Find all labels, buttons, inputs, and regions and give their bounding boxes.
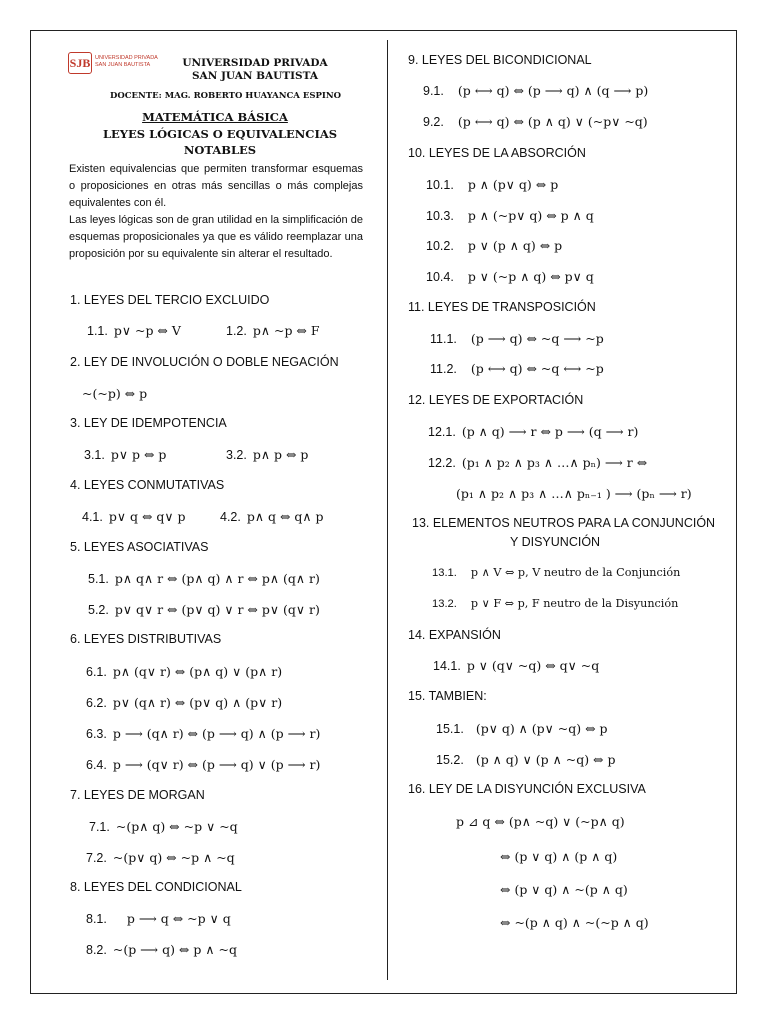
- law-number: 10.1.: [426, 178, 454, 192]
- section-11-heading: 11. LEYES DE TRANSPOSICIÓN: [408, 300, 596, 314]
- section-16-heading: 16. LEY DE LA DISYUNCIÓN EXCLUSIVA: [408, 782, 646, 796]
- law-12-1: [428, 424, 638, 439]
- law-number: 3.1.: [84, 448, 105, 462]
- law-number: 1.1.: [87, 324, 108, 338]
- law-formula: (p₁ ∧ p₂ ∧ p₃ ∧ …∧ pₙ) ⟶ r ⇔: [461, 455, 648, 470]
- law-number: 10.3.: [426, 209, 454, 223]
- university-logo: [68, 52, 92, 74]
- law-number: 3.2.: [226, 448, 247, 462]
- course-title: MATEMÁTICA BÁSICA: [142, 110, 288, 124]
- law-formula: (p ∧ q) ⟶ r ⇔ p ⟶ (q ⟶ r): [461, 424, 639, 439]
- law-number: 15.2.: [436, 753, 464, 767]
- law-number: 4.2.: [220, 510, 241, 524]
- section-3-heading: 3. LEY DE IDEMPOTENCIA: [70, 416, 227, 430]
- law-formula: p ∧ V ⇔ p, V neutro de la Conjunción: [470, 566, 681, 579]
- law-formula: p ⊿ q ⇔ (p∧ ~q) ∨ (~p∧ q): [456, 814, 625, 829]
- page-title-line1: LEYES LÓGICAS O EQUIVALENCIAS: [102, 127, 338, 141]
- law-number: 5.2.: [88, 603, 109, 617]
- law-6-2: [86, 695, 282, 710]
- law-16-4: [500, 915, 649, 930]
- law-formula: p ∧ (~p∨ q) ⇔ p ∧ q: [467, 208, 594, 223]
- law-10-2: [426, 238, 562, 253]
- law-formula: p∧ ~p ⇔ F: [252, 323, 320, 338]
- law-formula: p∨ q ⇔ q∨ p: [108, 509, 186, 524]
- law-9-1: [423, 83, 648, 98]
- section-1-heading: 1. LEYES DEL TERCIO EXCLUIDO: [70, 293, 270, 307]
- law-10-4: [426, 269, 594, 284]
- law-number: 13.1.: [432, 567, 457, 579]
- section-5-heading: 5. LEYES ASOCIATIVAS: [70, 540, 209, 554]
- law-number: 5.1.: [88, 572, 109, 586]
- law-3-1: [84, 447, 166, 462]
- law-1-1: [87, 323, 181, 338]
- law-formula: p∨ ~p ⇔ V: [113, 323, 181, 338]
- law-formula: p∨ q∨ r ⇔ (p∨ q) ∨ r ⇔ p∨ (q∨ r): [114, 602, 320, 617]
- law-formula: (p ⟷ q) ⇔ (p ⟶ q) ∧ (q ⟶ p): [457, 83, 649, 98]
- law-formula: ⇔ (p ∨ q) ∧ (p ∧ q): [500, 849, 618, 864]
- law-formula: (p ⟷ q) ⇔ (p ∧ q) ∨ (~p∨ ~q): [457, 114, 648, 129]
- logo-caption-line1: UNIVERSIDAD PRIVADA: [95, 55, 158, 61]
- section-8-heading: 8. LEYES DEL CONDICIONAL: [70, 880, 242, 894]
- law-number: 14.1.: [433, 659, 461, 673]
- law-6-3: [86, 726, 320, 741]
- section-7-heading: 7. LEYES DE MORGAN: [70, 788, 205, 802]
- law-12-2: [428, 455, 647, 470]
- university-name-1: UNIVERSIDAD PRIVADA: [182, 57, 328, 69]
- law-formula: ⇔ (p ∨ q) ∧ ~(p ∧ q): [500, 882, 628, 897]
- section-9-heading: 9. LEYES DEL BICONDICIONAL: [408, 53, 592, 67]
- law-formula: p∨ (q∧ r) ⇔ (p∨ q) ∧ (p∨ r): [112, 695, 283, 710]
- law-formula: ⇔ ~(p ∧ q) ∧ ~(~p ∧ q): [500, 915, 649, 930]
- law-11-2: [430, 361, 604, 376]
- law-5-2: [88, 602, 320, 617]
- law-number: 6.1.: [86, 665, 107, 679]
- logo-caption-line2: SAN JUAN BAUTISTA: [95, 62, 151, 68]
- law-formula: (p₁ ∧ p₂ ∧ p₃ ∧ …∧ pₙ₋₁ ) ⟶ (pₙ ⟶ r): [456, 486, 692, 501]
- law-formula: (p ∧ q) ∨ (p ∧ ~q) ⇔ p: [475, 752, 616, 767]
- law-15-2: [436, 752, 616, 767]
- law-number: 9.1.: [423, 84, 444, 98]
- law-13-2: [432, 597, 678, 610]
- logo-mark: SJB: [69, 55, 91, 70]
- law-16-1: [456, 814, 625, 829]
- law-9-2: [423, 114, 648, 129]
- law-formula: p ∨ (p ∧ q) ⇔ p: [467, 238, 563, 253]
- law-6-1: [86, 664, 282, 679]
- law-number: 7.2.: [86, 851, 107, 865]
- law-formula: p∧ (q∨ r) ⇔ (p∧ q) ∨ (p∧ r): [112, 664, 283, 679]
- law-number: 10.4.: [426, 270, 454, 284]
- teacher-name: DOCENTE: MAG. ROBERTO HUAYANCA ESPINO: [110, 91, 342, 101]
- intro-paragraph-2: Las leyes lógicas son de gran utilidad en la simplificación de esquemas proposicionales ya que es válido reemplazar una proposición por su equivalente sin alterar el resultado.: [69, 214, 363, 260]
- law-formula: p∧ q∧ r ⇔ (p∧ q) ∧ r ⇔ p∧ (q∧ r): [114, 571, 320, 586]
- law-number: 11.2.: [430, 362, 457, 376]
- law-number: 15.1.: [436, 722, 464, 736]
- law-formula: (p ⟶ q) ⇔ ~q ⟶ ~p: [470, 331, 604, 346]
- law-8-2: [86, 942, 237, 957]
- law-number: 8.2.: [86, 943, 107, 957]
- law-formula: p∧ q ⇔ q∧ p: [246, 509, 324, 524]
- law-number: 7.1.: [89, 820, 110, 834]
- law-15-1: [436, 721, 608, 736]
- law-13-1: [432, 566, 680, 579]
- law-formula: p ∧ (p∨ q) ⇔ p: [467, 177, 559, 192]
- section-12-heading: 12. LEYES DE EXPORTACIÓN: [408, 393, 584, 407]
- law-number: 4.1.: [82, 510, 103, 524]
- law-2: [82, 386, 147, 401]
- law-number: 1.2.: [226, 324, 247, 338]
- page-title-line2: NOTABLES: [183, 143, 257, 157]
- law-16-3: [500, 882, 628, 897]
- law-number: 12.2.: [428, 456, 456, 470]
- section-2-heading: 2. LEY DE INVOLUCIÓN O DOBLE NEGACIÓN: [70, 355, 339, 369]
- law-formula: (p∨ q) ∧ (p∨ ~q) ⇔ p: [475, 721, 608, 736]
- law-number: 11.1.: [430, 332, 457, 346]
- law-formula: p∧ p ⇔ p: [252, 447, 309, 462]
- law-8-1: [86, 911, 231, 926]
- law-number: 8.1.: [86, 912, 107, 926]
- law-formula: p ⟶ (q∨ r) ⇔ (p ⟶ q) ∨ (p ⟶ r): [112, 757, 321, 772]
- law-3-2: [226, 447, 308, 462]
- law-number: 10.2.: [426, 239, 454, 253]
- law-formula: ~(~p) ⇔ p: [82, 386, 148, 401]
- section-13-heading-line2: Y DISYUNCIÓN: [510, 535, 601, 549]
- law-4-1: [82, 509, 186, 524]
- section-14-heading: 14. EXPANSIÓN: [408, 628, 501, 642]
- law-5-1: [88, 571, 320, 586]
- law-12-2-continued: [456, 486, 692, 501]
- law-1-2: [226, 323, 320, 338]
- law-formula: (p ⟷ q) ⇔ ~q ⟷ ~p: [470, 361, 604, 376]
- law-formula: p ∨ F ⇔ p, F neutro de la Disyunción: [470, 597, 679, 610]
- column-divider: [387, 40, 388, 980]
- law-number: 6.2.: [86, 696, 107, 710]
- law-number: 13.2.: [432, 598, 457, 610]
- section-10-heading: 10. LEYES DE LA ABSORCIÓN: [408, 146, 586, 160]
- law-10-1: [426, 177, 558, 192]
- logo-caption: [95, 55, 158, 69]
- section-4-heading: 4. LEYES CONMUTATIVAS: [70, 478, 225, 492]
- law-11-1: [430, 331, 604, 346]
- law-formula: p ⟶ (q∧ r) ⇔ (p ⟶ q) ∧ (p ⟶ r): [112, 726, 321, 741]
- law-formula: p∨ p ⇔ p: [110, 447, 167, 462]
- law-7-2: [86, 850, 235, 865]
- law-16-2: [500, 849, 617, 864]
- law-6-4: [86, 757, 320, 772]
- law-formula: ~(p∨ q) ⇔ ~p ∧ ~q: [112, 850, 235, 865]
- law-formula: ~(p∧ q) ⇔ ~p ∨ ~q: [115, 819, 238, 834]
- university-name-2: SAN JUAN BAUTISTA: [191, 70, 319, 82]
- law-number: 6.4.: [86, 758, 107, 772]
- law-10-3: [426, 208, 594, 223]
- law-number: 9.2.: [423, 115, 444, 129]
- law-formula: ~(p ⟶ q) ⇔ p ∧ ~q: [112, 942, 237, 957]
- section-15-heading: 15. TAMBIEN:: [408, 689, 487, 703]
- law-number: 6.3.: [86, 727, 107, 741]
- section-6-heading: 6. LEYES DISTRIBUTIVAS: [70, 632, 222, 646]
- law-formula: p ∨ (q∨ ~q) ⇔ q∨ ~q: [466, 658, 600, 673]
- law-14-1: [433, 658, 599, 673]
- law-number: 12.1.: [428, 425, 456, 439]
- law-7-1: [89, 819, 238, 834]
- intro-paragraph-1: Existen equivalencias que permiten transformar esquemas o proposiciones en otras más sencillas o más complejas equivalentes con él.: [69, 163, 363, 209]
- section-13-heading-line1: 13. ELEMENTOS NEUTROS PARA LA CONJUNCIÓN: [412, 516, 716, 530]
- law-formula: p ∨ (~p ∧ q) ⇔ p∨ q: [467, 269, 594, 284]
- law-4-2: [220, 509, 324, 524]
- law-formula: p ⟶ q ⇔ ~p ∨ q: [126, 911, 231, 926]
